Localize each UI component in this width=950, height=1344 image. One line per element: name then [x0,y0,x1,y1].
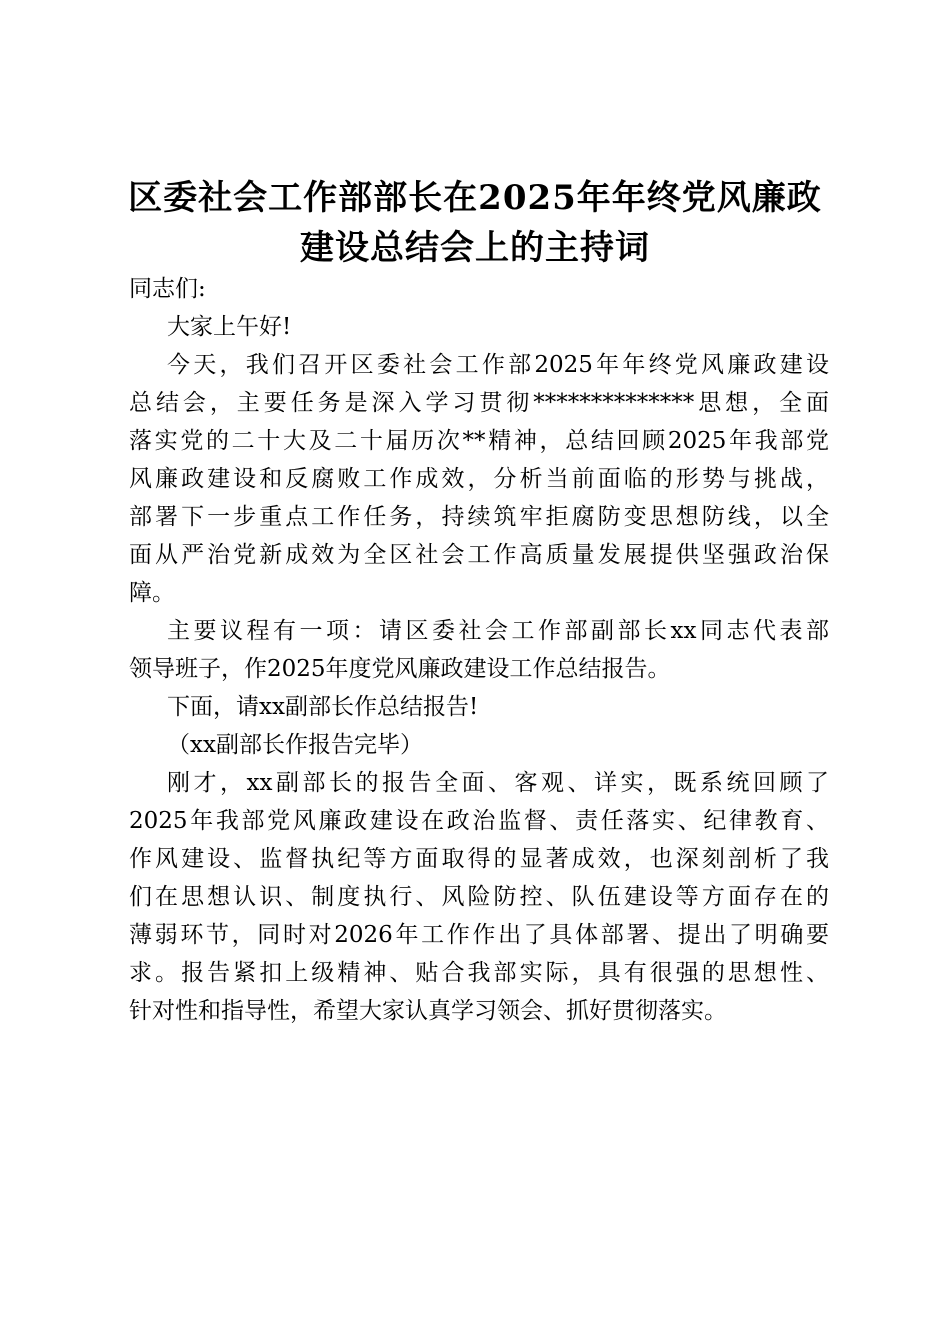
paragraph-5-line: 求。报告紧扣上级精神、贴合我部实际，具有很强的思想性、 [129,960,829,986]
paragraph-1-line: 总结会，主要任务是深入学习贯彻**************思想，全面 [129,390,829,416]
paragraph-4: （xx副部长作报告完毕） [167,732,423,758]
paragraph-2-line: 主要议程有一项：请区委社会工作部副部长xx同志代表部 [167,618,829,644]
document-body [129,270,829,1030]
paragraph-1-line: 落实党的二十大及二十届历次**精神，总结回顾2025年我部党 [129,428,829,454]
paragraph-5-line: 刚才，xx副部长的报告全面、客观、详实，既系统回顾了 [167,770,829,796]
greeting: 大家上午好! [167,314,292,340]
paragraph-5-line: 2025年我部党风廉政建设在政治监督、责任落实、纪律教育、 [129,808,829,834]
paragraph-3: 下面，请xx副部长作总结报告! [167,694,479,720]
paragraph-2-line: 领导班子，作2025年度党风廉政建设工作总结报告。 [129,656,671,682]
document-title-line-2: 建设总结会上的主持词 [300,228,650,268]
paragraph-5-line: 薄弱环节，同时对2026年工作作出了具体部署、提出了明确要 [129,922,829,948]
paragraph-1-line: 今天，我们召开区委社会工作部2025年年终党风廉政建设 [167,352,829,378]
paragraph-1-line: 障。 [129,580,175,606]
paragraph-1-line: 部署下一步重点工作任务，持续筑牢拒腐防变思想防线，以全 [129,504,829,530]
paragraph-5-line: 作风建设、监督执纪等方面取得的显著成效，也深刻剖析了我 [129,846,829,872]
paragraph-5-line: 针对性和指导性，希望大家认真学习领会、抓好贯彻落实。 [129,998,727,1024]
paragraph-1-line: 面从严治党新成效为全区社会工作高质量发展提供坚强政治保 [129,542,829,568]
salutation: 同志们: [129,276,206,302]
paragraph-1-line: 风廉政建设和反腐败工作成效，分析当前面临的形势与挑战， [129,466,829,492]
document-title-line-1: 区委社会工作部部长在2025年年终党风廉政 [128,178,822,218]
paragraph-5-line: 们在思想认识、制度执行、风险防控、队伍建设等方面存在的 [129,884,829,910]
